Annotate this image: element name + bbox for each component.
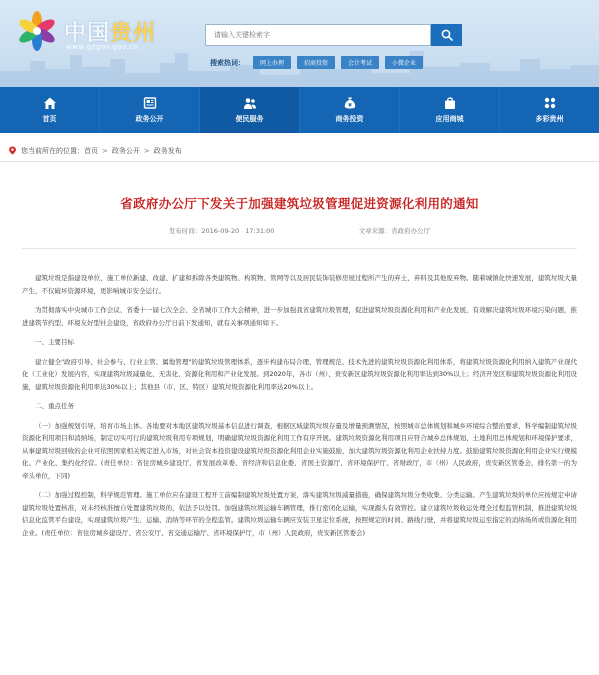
search-button[interactable] bbox=[431, 24, 462, 46]
nav-item-app-store[interactable] bbox=[400, 87, 500, 133]
publish-date: 2016-09-20 17:31:00 bbox=[201, 227, 275, 235]
hot-search-words bbox=[210, 56, 423, 69]
nav-item-label: 商务投资 bbox=[335, 115, 364, 123]
article bbox=[0, 194, 599, 539]
paragraph: 建立健全"政府引导、社会参与、行业主管、属地管理"的建筑垃圾管理体系，逐步构建布局合理、管理规范、技术先进的建筑垃圾资源化利用体系，将建筑垃圾资源化利用纳入建筑产业现代化（工业化）发展内容，实现建筑垃圾减量化、无害化、资源化利用和产业化发展。到2020年，各市（州）、贵安新区建筑垃圾资源化利用率达到30%以上；经济开发区和建筑垃圾资源化利用设施，建筑垃圾资源化利用率达30%以上；其他县（市、区、特区）建筑垃圾资源化利用率达20%以上。 bbox=[22, 357, 577, 391]
article-meta bbox=[22, 226, 577, 235]
nav-item-government-affairs[interactable] bbox=[100, 87, 200, 133]
location-pin-icon bbox=[8, 146, 17, 155]
hotwords-label: 搜索热词： bbox=[210, 58, 245, 67]
nav-item-home[interactable] bbox=[0, 87, 100, 133]
breadcrumb-prefix: 您当前所在的位置： bbox=[21, 146, 84, 155]
article-title: 省政府办公厅下发关于加强建筑垃圾管理促进资源化利用的通知 bbox=[120, 196, 479, 211]
section-heading: 一、主要目标 bbox=[35, 338, 74, 346]
article-source: 省政府办公厅 bbox=[391, 227, 431, 235]
site-header bbox=[0, 0, 599, 87]
date-label: 发布时间： bbox=[168, 227, 202, 235]
search-icon bbox=[441, 29, 453, 41]
nav-item-business-investment[interactable] bbox=[300, 87, 400, 133]
people-icon bbox=[243, 96, 257, 110]
svg-text:¥: ¥ bbox=[347, 102, 352, 109]
main-nav bbox=[0, 87, 599, 133]
breadcrumb-separator: > bbox=[143, 146, 150, 155]
logo-domain: www.gzgov.gov.cn bbox=[66, 43, 139, 51]
newspaper-icon bbox=[143, 96, 157, 110]
money-bag-icon bbox=[343, 96, 357, 110]
hotword-link[interactable]: 小微企业 bbox=[385, 56, 423, 69]
paragraph: 建筑垃圾是指建设单位、施工单位新建、改建、扩建和拆除各类建筑物、构筑物、管网等以及居民装饰装修房屋过程所产生的弃土、弃料及其他废弃物。随着城镇化快速发展，建筑垃圾大量产生，不仅破坏资源环境，更影响城市安全运行。 bbox=[22, 274, 577, 295]
paragraph: （二）加强过程控制，科学规范管理。施工单位应在建设工程开工前编制建筑垃圾处置方案，落实建筑垃圾减量措施，确保建筑垃圾分类收集、分类运输。产生建筑垃圾的单位应按规定申请建筑垃圾处置核准，对未经核准擅自处置建筑垃圾的，依法予以处罚。加强建筑垃圾运输车辆管理，推行密闭化运输，实现源头有效管控。建立建筑垃圾收运处理全过程监管机制，推进建筑垃圾信息化监管平台建设，实现建筑垃圾产生、运输、消纳等环节的全程监管。建筑垃圾运输车辆应安装卫星定位系统，按照规定的时间、路线行驶，并将建筑垃圾运至指定的消纳场所或资源化利用企业。(责任单位：省住房城乡建设厅、省公安厅、省交通运输厅、省环境保护厅，市（州）人民政府，贵安新区管委会) bbox=[22, 491, 577, 537]
breadcrumb bbox=[0, 140, 599, 162]
title-divider bbox=[22, 248, 577, 249]
site-logo[interactable] bbox=[16, 10, 176, 50]
paragraph: 为贯彻落实中央城市工作会议、省委十一届七次全会、全省城市工作大会精神，进一步加强我省建筑垃圾管理，促进建筑垃圾资源化利用和产业化发展，有效解决建筑垃圾环境污染问题，推进建筑节约型、环境友好型社会建设，省政府办公厅日前下发通知，就有关事项通知如下。 bbox=[22, 306, 577, 327]
nav-item-label: 首页 bbox=[42, 115, 57, 123]
nav-item-label: 多彩贵州 bbox=[535, 115, 564, 123]
hotword-link[interactable]: 会计考试 bbox=[341, 56, 379, 69]
hotword-link[interactable]: 招商投资 bbox=[297, 56, 335, 69]
logo-title: 中国贵州 bbox=[64, 20, 157, 46]
hotword-link[interactable]: 网上办理 bbox=[253, 56, 291, 69]
nav-item-label: 便民服务 bbox=[235, 115, 264, 123]
nav-item-colorful-guizhou[interactable] bbox=[500, 87, 599, 133]
nav-item-label: 政务公开 bbox=[135, 115, 164, 123]
search-bar bbox=[205, 24, 462, 46]
home-icon bbox=[43, 96, 57, 110]
nav-item-public-service[interactable] bbox=[200, 87, 300, 133]
breadcrumb-separator: > bbox=[102, 146, 108, 155]
dots-icon bbox=[543, 96, 557, 110]
paragraph: （一）加强规划引导，培育市场主体。各地要对本地区建筑垃圾基本信息进行调查，根据区域建筑垃圾存量及增量预测情况，按照城市总体规划和城乡环境综合整治要求，科学编制建筑垃圾资源化利用项目和消纳场，制定切实可行的建筑垃圾利用专项规划，明确建筑垃圾资源化利用工作有序开展。建筑垃圾资源化利用项目应符合城乡总体规划、土地利用总体规划和环境保护要求，从事建筑垃圾回收的企业可依照国家相关规定进入市场，对社会资本投资建设建筑垃圾资源化利用企业实施鼓励，加大建筑垃圾资源化利用企业扶持力度。鼓励建筑垃圾资源化利用企业实行规模化、产业化、集约化经营。(责任单位：省住房城乡建设厅、省发展改革委、省经济和信息化委、省国土资源厅、省环境保护厅、省财政厅，市（州）人民政府，贵安新区管委会，排名第一的为牵头单位，下同) bbox=[22, 421, 577, 480]
nav-item-label: 应用商城 bbox=[435, 115, 464, 123]
breadcrumb-link-release[interactable]: 政务发布 bbox=[153, 146, 182, 155]
search-input[interactable] bbox=[205, 24, 431, 46]
article-body bbox=[22, 272, 577, 539]
section-heading: 二、重点任务 bbox=[35, 402, 74, 410]
breadcrumb-link-government-affairs[interactable]: 政务公开 bbox=[111, 146, 140, 155]
source-label: 文章来源： bbox=[358, 227, 392, 235]
breadcrumb-link-home[interactable]: 首页 bbox=[84, 146, 98, 155]
shop-bag-icon bbox=[443, 96, 457, 110]
flower-logo-icon bbox=[16, 10, 58, 52]
